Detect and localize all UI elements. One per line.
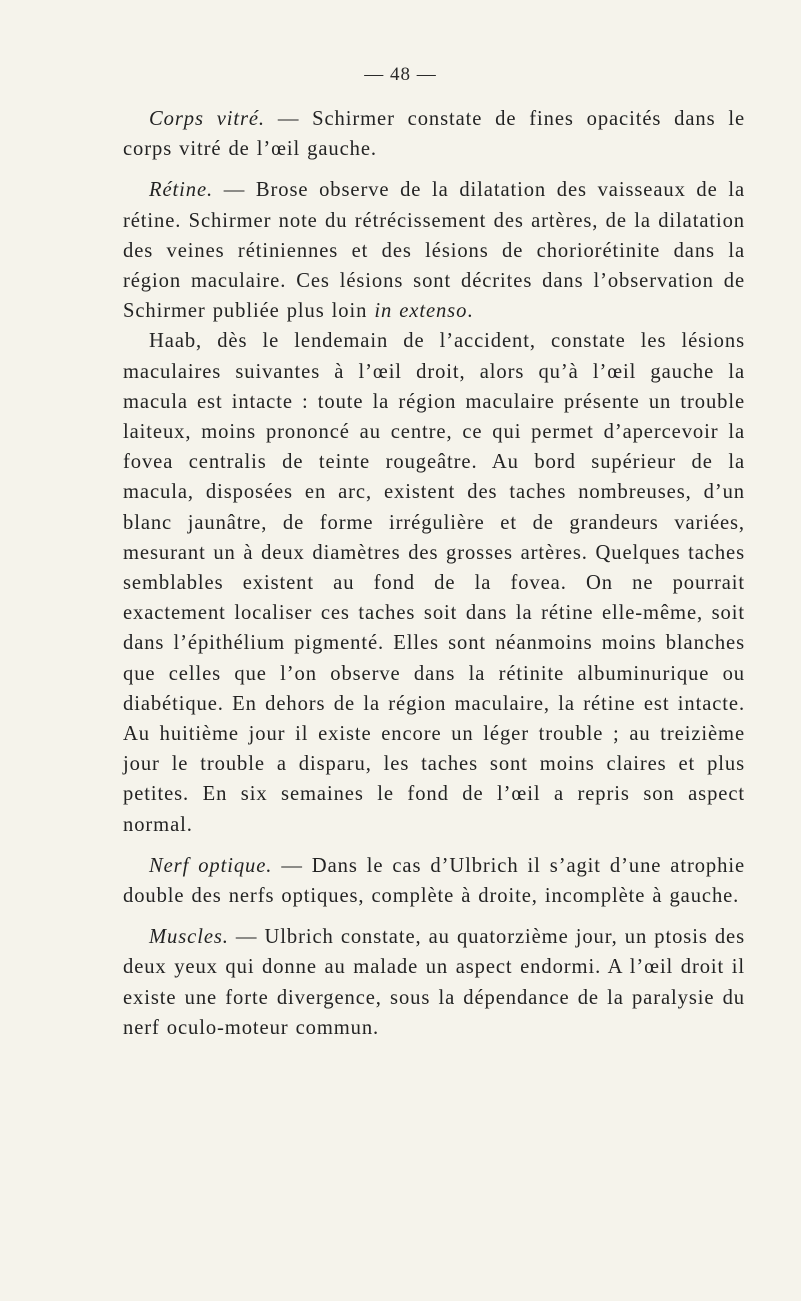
section-heading-retine: Rétine. bbox=[149, 179, 214, 202]
paragraph-retine bbox=[123, 175, 745, 326]
paragraph-text: — Dans le cas d’Ulbrich il s’agit d’une atrophie double des nerfs optiques, complète à droite, incomplète à gauche. bbox=[123, 854, 745, 908]
section-heading-corps-vitre: Corps vitré. bbox=[149, 108, 265, 130]
paragraph-nerf-optique bbox=[123, 851, 745, 911]
paragraph-corps-vitre bbox=[123, 104, 745, 164]
section-heading-muscles: Muscles. bbox=[149, 926, 229, 949]
paragraph-haab bbox=[123, 326, 745, 839]
paragraph-text-end: . bbox=[467, 300, 474, 323]
page-number: — 48 — bbox=[364, 64, 437, 85]
body-text bbox=[123, 104, 745, 1043]
italic-phrase: in extenso bbox=[374, 300, 468, 323]
paragraph-text: — Ulbrich constate, au quatorzième jour, un ptosis des deux yeux qui donne au malade un aspect endormi. A l’œil droit il existe une forte divergence, sous la dépendance de la paralysie du nerf oculo-moteur commun. bbox=[123, 926, 745, 1039]
paragraph-text: — Brose observe de la dilatation des vaisseaux de la rétine. Schirmer note du rétrécissement des artères, de la dilatation des veines rétiniennes et des lésions de choriorétinite dans la région maculaire. Ces lésions sont décrites dans l’observation de Schirmer publiée plus loin bbox=[123, 179, 745, 323]
paragraph-text: Haab, dès le lendemain de l’accident, constate les lésions maculaires suivantes à l’œil droit, alors qu’à l’œil gauche la macula est intacte : toute la région maculaire présente un trouble laiteux, moins prononcé au centre, ce qui permet d’apercevoir la fovea centralis de teinte rougeâtre. Au bord supérieur de la macula, disposées en arc, existent des taches nombreuses, d’un blanc jaunâtre, de forme irrégulière et de grandeurs variées, mesurant un à deux diamètres des grosses artères. Quelques taches semblables existent au fond de la fovea. On ne pourrait exactement localiser ces taches soit dans la rétine elle-même, soit dans l’épithélium pigmenté. Elles sont néanmoins moins blanches que celles que l’on observe dans la rétinite albuminurique ou diabétique. En dehors de la région maculaire, la rétine est intacte. Au huitième jour il existe encore un léger trouble ; au treizième jour le trouble a disparu, les taches sont moins claires et plus petites. En six semaines le fond de l’œil a repris son aspect normal. bbox=[123, 330, 745, 836]
section-heading-nerf-optique: Nerf optique. bbox=[149, 854, 273, 877]
paragraph-muscles bbox=[123, 922, 745, 1043]
paragraph-text: — Schirmer constate de fines opacités dans le corps vitré de l’œil gauche. bbox=[123, 108, 745, 161]
